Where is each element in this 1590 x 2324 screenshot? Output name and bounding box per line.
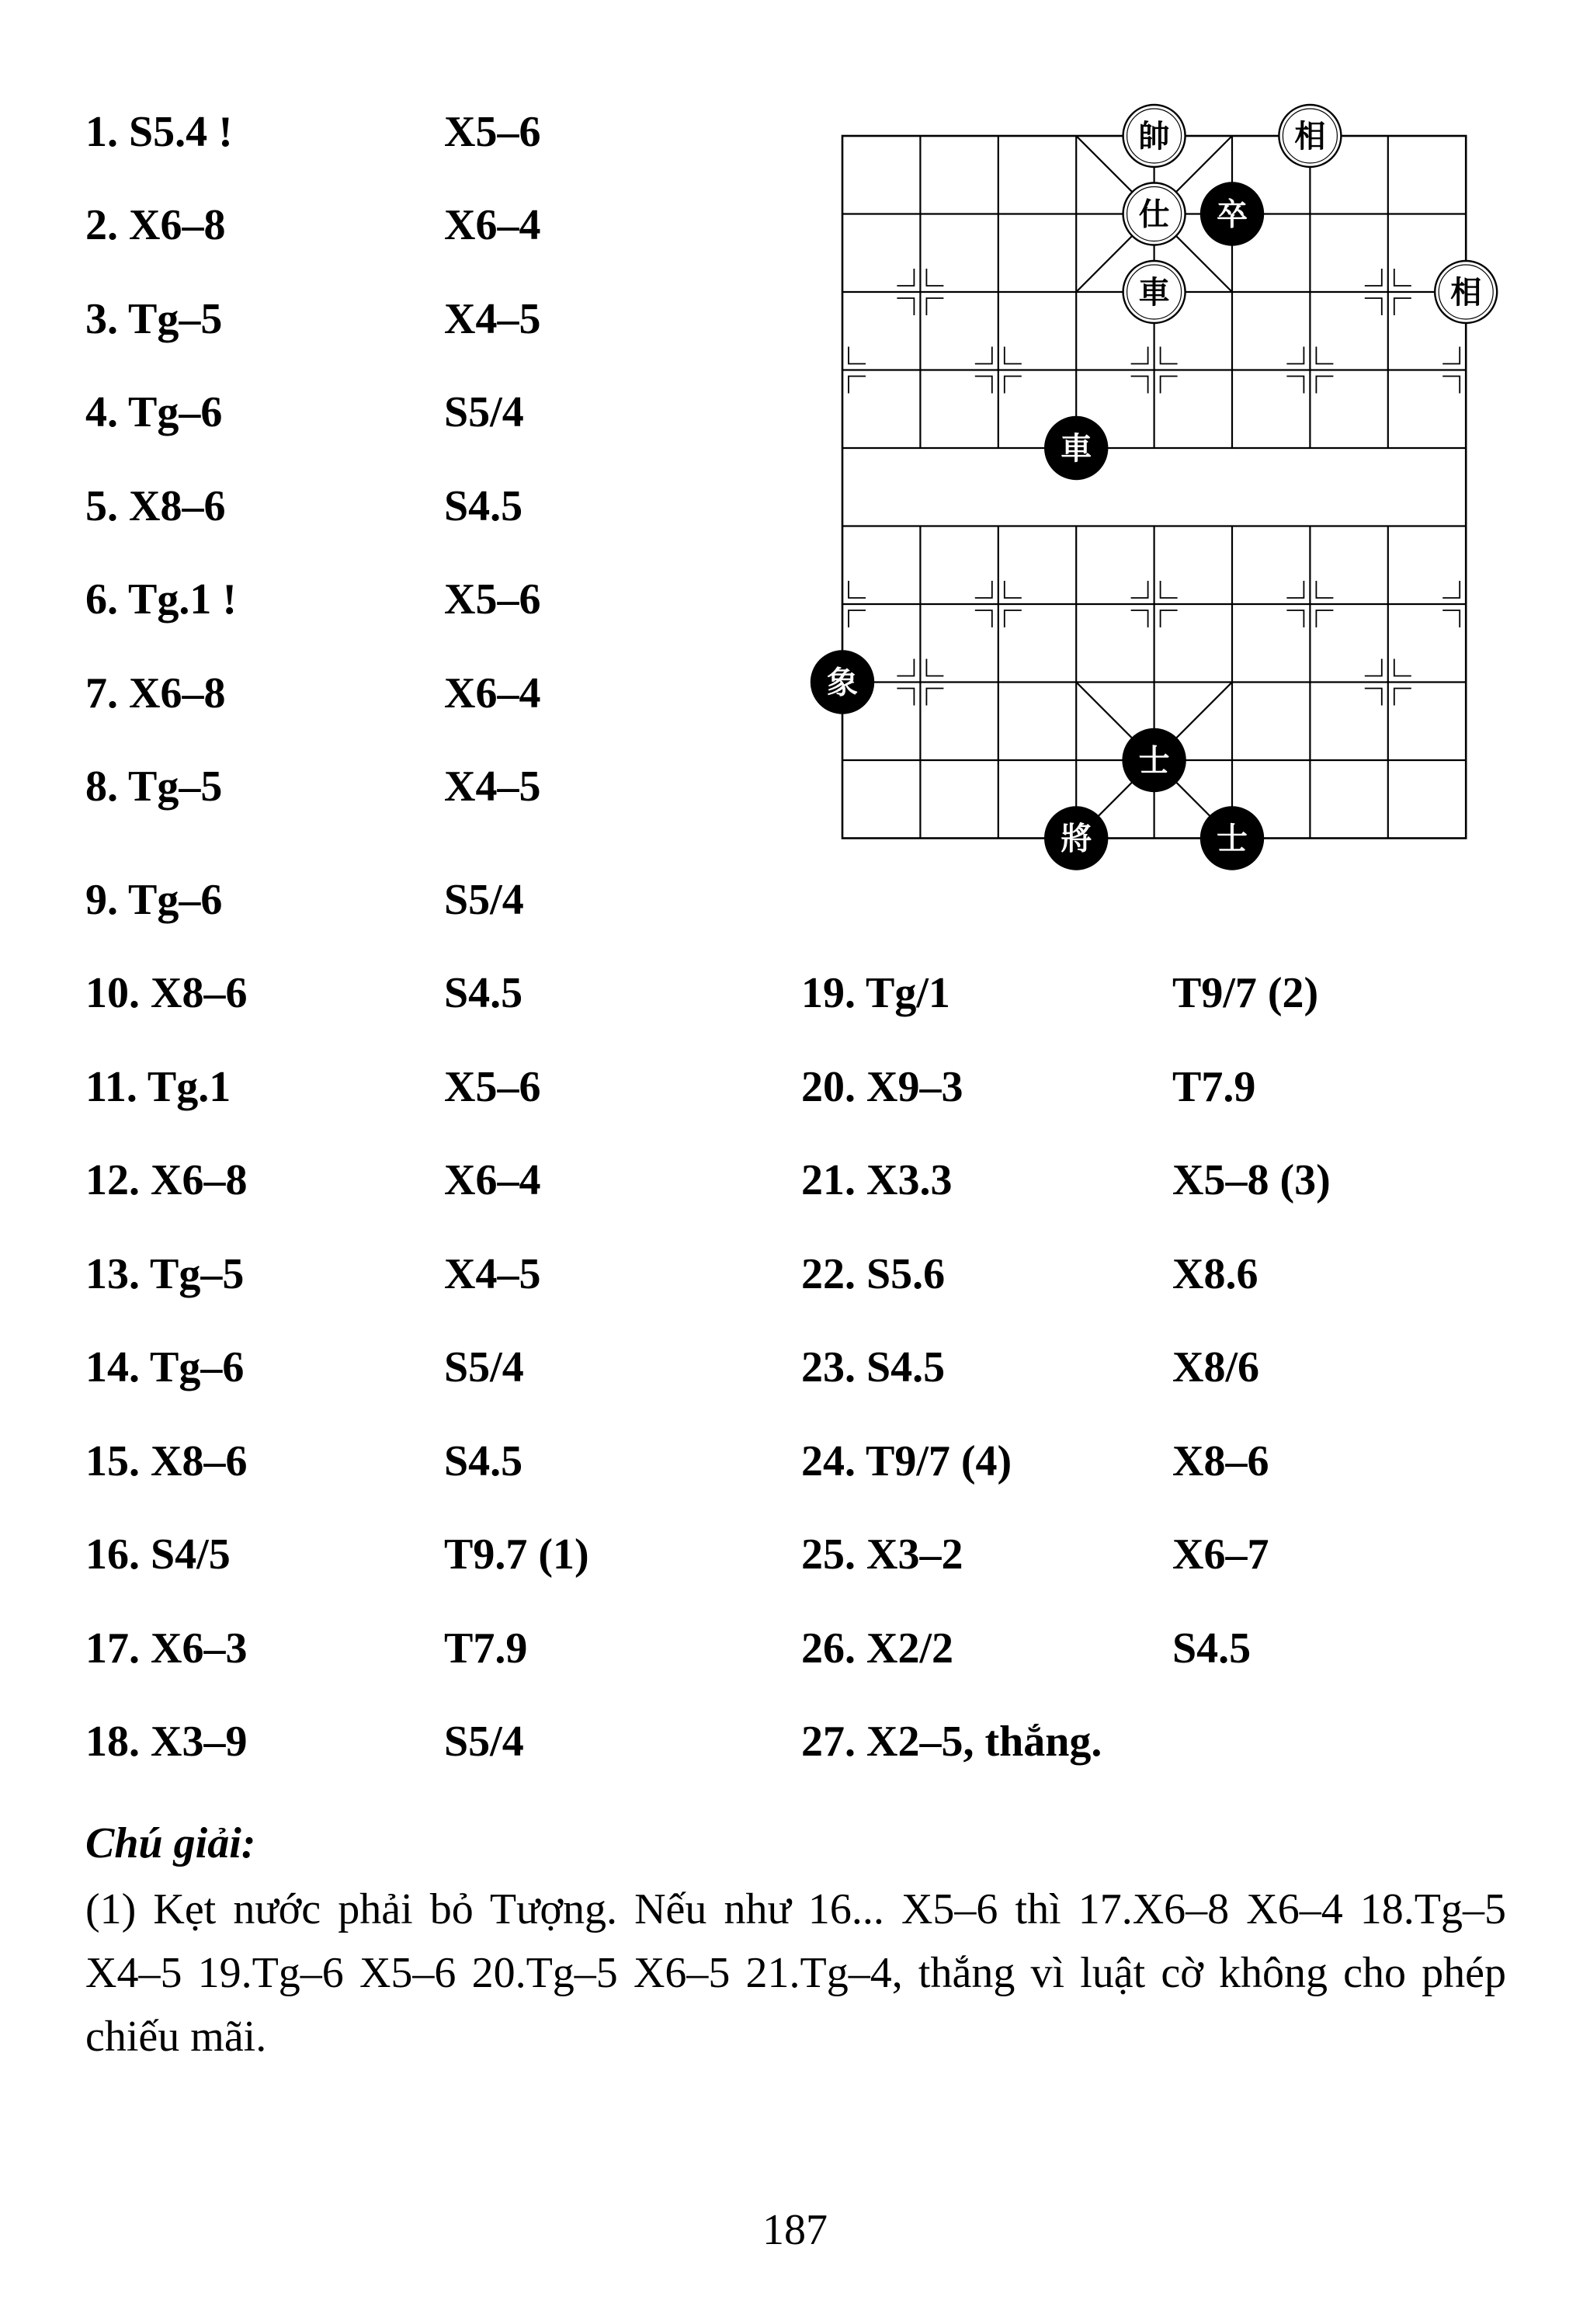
piece-label: 帥: [1138, 119, 1170, 155]
red-move: 16. S4/5: [85, 1530, 231, 1579]
piece-white: [1123, 183, 1186, 245]
piece-label: 象: [827, 665, 858, 701]
board-pieces: [811, 105, 1497, 870]
black-move: X6–4: [444, 669, 541, 717]
black-move: S4.5: [444, 969, 523, 1017]
piece-black: [1123, 729, 1186, 791]
xiangqi-board-diagram: [792, 93, 1482, 877]
piece-label: 仕: [1138, 196, 1170, 233]
red-move: 7. X6–8: [85, 669, 226, 717]
red-move: 15. X8–6: [85, 1437, 248, 1485]
black-move: X6–4: [444, 201, 541, 249]
piece-black: [811, 651, 873, 714]
red-move: 3. Tg–5: [85, 295, 223, 343]
black-move: X6–4: [444, 1156, 541, 1204]
black-move: S5/4: [444, 1718, 524, 1766]
red-move: 12. X6–8: [85, 1156, 248, 1204]
red-move: 20. X9–3: [801, 1063, 963, 1111]
red-move: 9. Tg–6: [85, 876, 223, 924]
red-move: 10. X8–6: [85, 969, 248, 1017]
black-move: X6–7: [1172, 1530, 1269, 1579]
black-move: X4–5: [444, 763, 541, 811]
red-move: 6. Tg.1 !: [85, 575, 237, 624]
piece-label: 士: [1217, 821, 1248, 857]
black-move: X4–5: [444, 295, 541, 343]
red-move: 18. X3–9: [85, 1718, 248, 1766]
black-move: T7.9: [444, 1624, 528, 1673]
piece-black: [1201, 183, 1263, 245]
red-move: 25. X3–2: [801, 1530, 963, 1579]
piece-label: 車: [1061, 431, 1092, 467]
piece-black: [1045, 417, 1107, 479]
red-move: 4. Tg–6: [85, 388, 223, 436]
red-move: 19. Tg/1: [801, 969, 950, 1017]
piece-label: 卒: [1217, 196, 1248, 233]
red-move: 11. Tg.1: [85, 1063, 231, 1111]
black-move: T9/7 (2): [1172, 969, 1319, 1017]
black-move: X4–5: [444, 1250, 541, 1298]
black-move: S5/4: [444, 388, 524, 436]
red-move: 1. S5.4 !: [85, 108, 233, 156]
red-move: 14. Tg–6: [85, 1343, 245, 1391]
red-move: 2. X6–8: [85, 201, 226, 249]
red-move: 21. X3.3: [801, 1156, 953, 1204]
piece-label: 將: [1061, 821, 1092, 857]
black-move: X5–6: [444, 1063, 541, 1111]
piece-label: 車: [1138, 275, 1170, 311]
black-move: S5/4: [444, 1343, 524, 1391]
notes-paragraph: (1) Kẹt nước phải bỏ Tượng. Nếu như 16... X5–6 thì 17.X6–8 X6–4 18.Tg–5 X4–5 19.Tg–6 X5–6 20.Tg–5 X6–5 21.Tg–4, thắng vì luật cờ không cho phép chiếu mãi.: [85, 1885, 1506, 2061]
black-move: S5/4: [444, 876, 524, 924]
piece-white: [1435, 261, 1497, 323]
black-move: S4.5: [1172, 1624, 1252, 1673]
black-move: S4.5: [444, 482, 523, 530]
black-move: X5–6: [444, 108, 541, 156]
piece-black: [1201, 808, 1263, 870]
black-move: X8/6: [1172, 1343, 1259, 1391]
red-move: 5. X8–6: [85, 482, 226, 530]
page-number: 187: [762, 2206, 828, 2254]
piece-white: [1123, 261, 1186, 323]
red-move: 13. Tg–5: [85, 1250, 245, 1298]
red-move: 8. Tg–5: [85, 763, 223, 811]
black-move: T9.7 (1): [444, 1530, 589, 1579]
red-move: 24. T9/7 (4): [801, 1437, 1012, 1485]
piece-label: 相: [1450, 275, 1482, 311]
piece-label: 士: [1138, 743, 1170, 779]
piece-white: [1123, 105, 1186, 167]
black-move: X8–6: [1172, 1437, 1269, 1485]
red-move: 22. S5.6: [801, 1250, 946, 1298]
black-move: X8.6: [1172, 1250, 1258, 1298]
red-move: 17. X6–3: [85, 1624, 248, 1673]
red-move: 26. X2/2: [801, 1624, 953, 1673]
notes-heading: Chú giải:: [85, 1819, 256, 1867]
black-move: X5–8 (3): [1172, 1156, 1331, 1204]
piece-label: 相: [1294, 119, 1326, 155]
red-move: 23. S4.5: [801, 1343, 946, 1391]
black-move: X5–6: [444, 575, 541, 624]
piece-black: [1045, 808, 1107, 870]
piece-white: [1279, 105, 1341, 167]
red-move: 27. X2–5, thắng.: [801, 1718, 1102, 1766]
black-move: S4.5: [444, 1437, 523, 1485]
black-move: T7.9: [1172, 1063, 1256, 1111]
